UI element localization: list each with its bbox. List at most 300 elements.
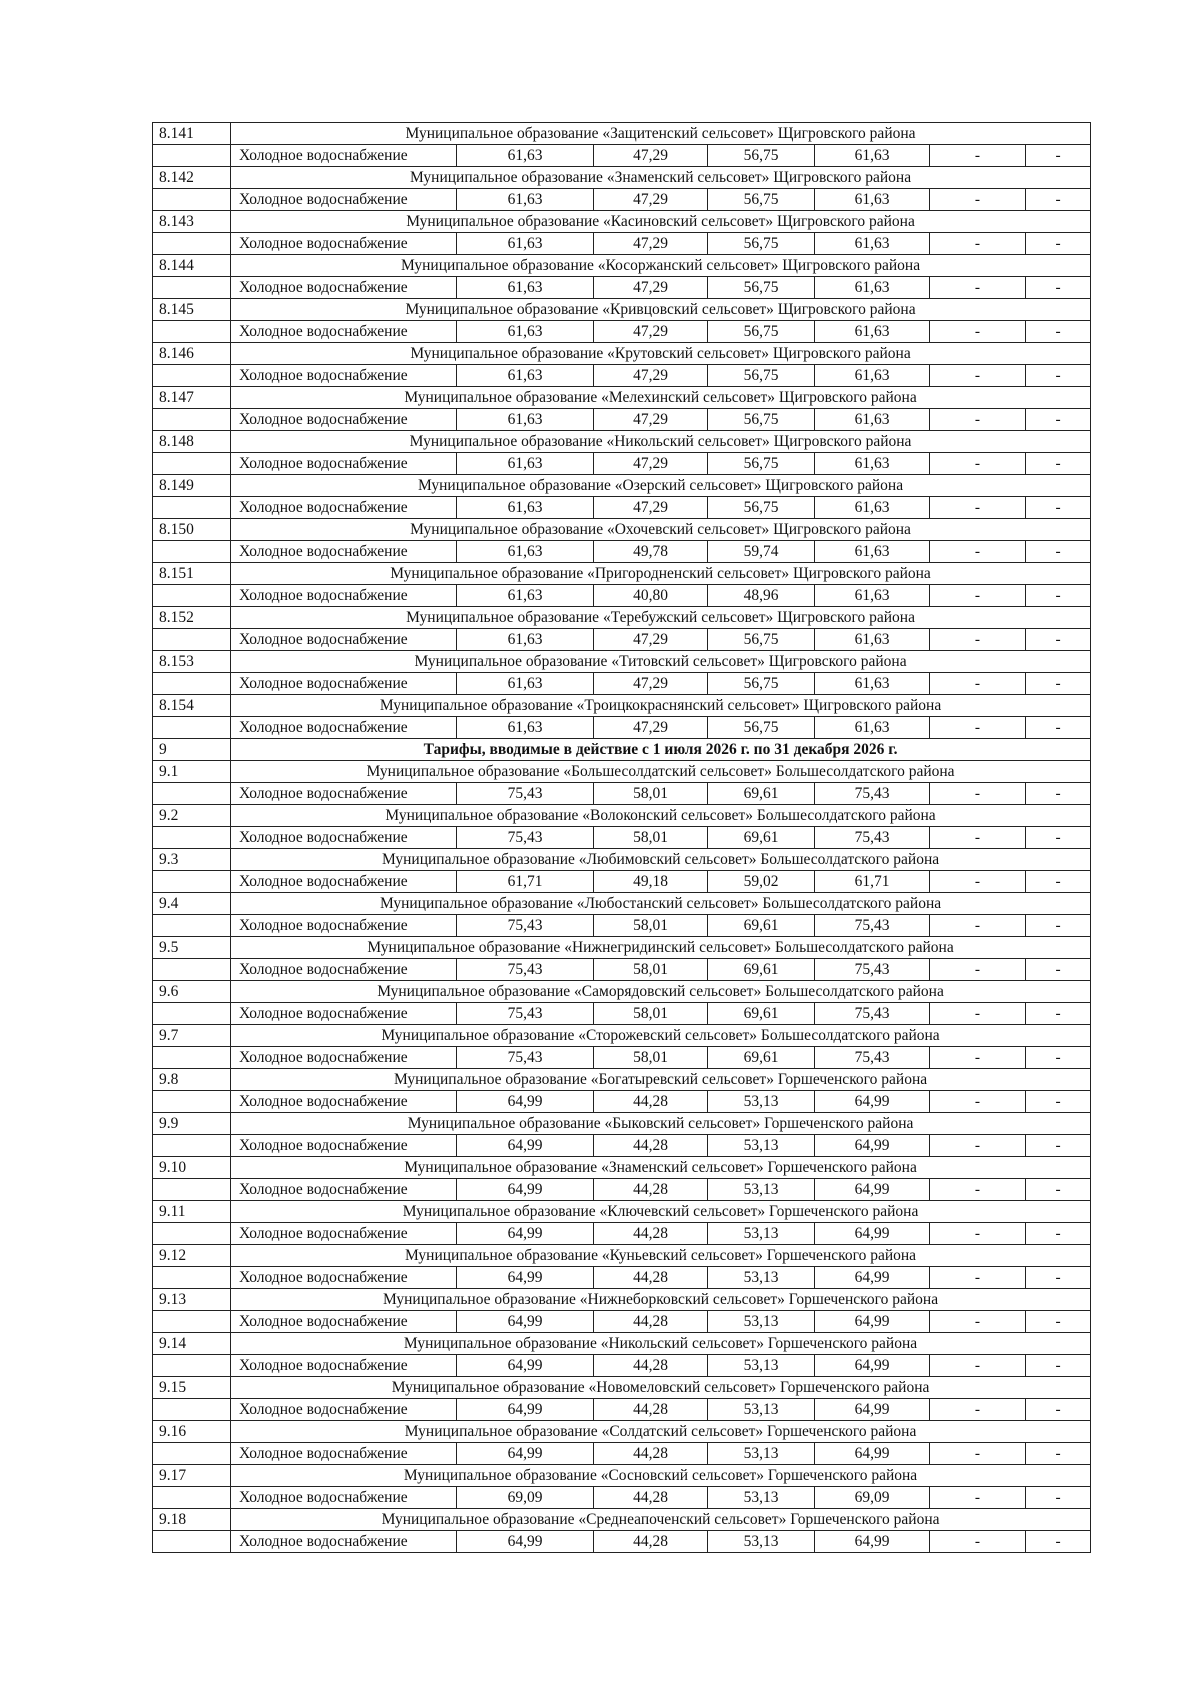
- municipality-title: Муниципальное образование «Косоржанский сельсовет» Щигровского района: [231, 255, 1091, 277]
- tariff-row: [153, 1311, 1091, 1333]
- tariff-row: [153, 1443, 1091, 1465]
- municipality-title: Муниципальное образование «Никольский сельсовет» Щигровского района: [231, 431, 1091, 453]
- row-number-cell: [153, 1399, 231, 1421]
- row-number: 9.14: [153, 1333, 231, 1355]
- service-name: Холодное водоснабжение: [231, 1355, 457, 1377]
- municipality-row: [153, 1509, 1091, 1531]
- tariff-value-5: -: [930, 1267, 1026, 1289]
- service-name: Холодное водоснабжение: [231, 1443, 457, 1465]
- tariff-value-4: 61,63: [815, 365, 930, 387]
- row-number-cell: [153, 915, 231, 937]
- row-number: 8.150: [153, 519, 231, 541]
- row-number-cell: [153, 1267, 231, 1289]
- service-name: Холодное водоснабжение: [231, 321, 457, 343]
- row-number: 8.141: [153, 123, 231, 145]
- row-number: 9.16: [153, 1421, 231, 1443]
- municipality-row: [153, 1245, 1091, 1267]
- tariff-value-4: 75,43: [815, 827, 930, 849]
- tariff-value-4: 64,99: [815, 1091, 930, 1113]
- tariff-value-5: -: [930, 1135, 1026, 1157]
- service-name: Холодное водоснабжение: [231, 365, 457, 387]
- tariff-value-5: -: [930, 1355, 1026, 1377]
- tariff-row: [153, 585, 1091, 607]
- tariff-value-3: 53,13: [708, 1135, 815, 1157]
- tariff-value-5: -: [930, 1179, 1026, 1201]
- row-number-cell: [153, 1003, 231, 1025]
- tariff-value-2: 49,18: [594, 871, 708, 893]
- row-number: 9.18: [153, 1509, 231, 1531]
- tariff-value-4: 61,63: [815, 541, 930, 563]
- tariff-value-2: 44,28: [594, 1267, 708, 1289]
- row-number: 9.11: [153, 1201, 231, 1223]
- tariff-value-4: 64,99: [815, 1531, 930, 1553]
- service-name: Холодное водоснабжение: [231, 1531, 457, 1553]
- municipality-row: [153, 431, 1091, 453]
- tariff-value-3: 56,75: [708, 629, 815, 651]
- tariff-row: [153, 959, 1091, 981]
- service-name: Холодное водоснабжение: [231, 585, 457, 607]
- row-number-cell: [153, 673, 231, 695]
- tariff-value-6: -: [1026, 1223, 1091, 1245]
- tariff-value-6: -: [1026, 585, 1091, 607]
- row-number: 9.17: [153, 1465, 231, 1487]
- tariff-value-6: -: [1026, 871, 1091, 893]
- tariff-table: [152, 122, 1091, 1553]
- municipality-row: [153, 651, 1091, 673]
- tariff-row: [153, 1487, 1091, 1509]
- tariff-value-4: 61,63: [815, 189, 930, 211]
- service-name: Холодное водоснабжение: [231, 277, 457, 299]
- municipality-title: Муниципальное образование «Теребужский сельсовет» Щигровского района: [231, 607, 1091, 629]
- tariff-row: [153, 629, 1091, 651]
- tariff-value-3: 53,13: [708, 1179, 815, 1201]
- row-number: 9.6: [153, 981, 231, 1003]
- tariff-row: [153, 365, 1091, 387]
- tariff-value-3: 56,75: [708, 717, 815, 739]
- tariff-value-1: 61,71: [457, 871, 594, 893]
- tariff-value-4: 61,63: [815, 145, 930, 167]
- row-number: 8.154: [153, 695, 231, 717]
- tariff-value-6: -: [1026, 629, 1091, 651]
- row-number: 9.10: [153, 1157, 231, 1179]
- municipality-title: Муниципальное образование «Мелехинский сельсовет» Щигровского района: [231, 387, 1091, 409]
- tariff-value-5: -: [930, 541, 1026, 563]
- tariff-value-6: -: [1026, 783, 1091, 805]
- tariff-value-6: -: [1026, 453, 1091, 475]
- municipality-row: [153, 1377, 1091, 1399]
- municipality-title: Муниципальное образование «Никольский сельсовет» Горшеченского района: [231, 1333, 1091, 1355]
- row-number-cell: [153, 1487, 231, 1509]
- tariff-value-1: 75,43: [457, 1003, 594, 1025]
- tariff-value-5: -: [930, 783, 1026, 805]
- tariff-value-2: 58,01: [594, 959, 708, 981]
- tariff-value-1: 64,99: [457, 1179, 594, 1201]
- tariff-value-6: -: [1026, 1311, 1091, 1333]
- municipality-title: Муниципальное образование «Солдатский сельсовет» Горшеченского района: [231, 1421, 1091, 1443]
- municipality-row: [153, 1069, 1091, 1091]
- row-number-cell: [153, 541, 231, 563]
- tariff-value-1: 61,63: [457, 409, 594, 431]
- row-number-cell: [153, 233, 231, 255]
- municipality-title: Муниципальное образование «Среднеапоченский сельсовет» Горшеченского района: [231, 1509, 1091, 1531]
- row-number-cell: [153, 1047, 231, 1069]
- tariff-value-6: -: [1026, 1047, 1091, 1069]
- municipality-title: Муниципальное образование «Богатыревский сельсовет» Горшеченского района: [231, 1069, 1091, 1091]
- service-name: Холодное водоснабжение: [231, 959, 457, 981]
- municipality-row: [153, 299, 1091, 321]
- tariff-value-2: 58,01: [594, 827, 708, 849]
- municipality-row: [153, 1465, 1091, 1487]
- row-number: 9.3: [153, 849, 231, 871]
- municipality-title: Муниципальное образование «Любостанский сельсовет» Большесолдатского района: [231, 893, 1091, 915]
- tariff-value-1: 64,99: [457, 1355, 594, 1377]
- tariff-row: [153, 277, 1091, 299]
- tariff-value-4: 75,43: [815, 1047, 930, 1069]
- tariff-value-1: 61,63: [457, 717, 594, 739]
- tariff-value-2: 47,29: [594, 189, 708, 211]
- tariff-row: [153, 871, 1091, 893]
- municipality-title: Муниципальное образование «Ключевский сельсовет» Горшеченского района: [231, 1201, 1091, 1223]
- municipality-title: Муниципальное образование «Сосновский сельсовет» Горшеченского района: [231, 1465, 1091, 1487]
- municipality-row: [153, 849, 1091, 871]
- tariff-value-6: -: [1026, 409, 1091, 431]
- tariff-value-3: 56,75: [708, 673, 815, 695]
- tariff-value-2: 44,28: [594, 1355, 708, 1377]
- municipality-title: Муниципальное образование «Крутовский сельсовет» Щигровского района: [231, 343, 1091, 365]
- tariff-value-4: 61,63: [815, 717, 930, 739]
- row-number-cell: [153, 585, 231, 607]
- tariff-value-2: 44,28: [594, 1531, 708, 1553]
- tariff-value-2: 58,01: [594, 783, 708, 805]
- tariff-value-4: 64,99: [815, 1179, 930, 1201]
- tariff-value-1: 64,99: [457, 1223, 594, 1245]
- tariff-value-5: -: [930, 277, 1026, 299]
- service-name: Холодное водоснабжение: [231, 1223, 457, 1245]
- tariff-value-6: -: [1026, 915, 1091, 937]
- tariff-row: [153, 233, 1091, 255]
- row-number: 9.5: [153, 937, 231, 959]
- tariff-value-5: -: [930, 1311, 1026, 1333]
- tariff-value-6: -: [1026, 497, 1091, 519]
- service-name: Холодное водоснабжение: [231, 717, 457, 739]
- tariff-value-4: 61,63: [815, 673, 930, 695]
- service-name: Холодное водоснабжение: [231, 1135, 457, 1157]
- service-name: Холодное водоснабжение: [231, 629, 457, 651]
- service-name: Холодное водоснабжение: [231, 871, 457, 893]
- municipality-row: [153, 1025, 1091, 1047]
- tariff-value-6: -: [1026, 233, 1091, 255]
- municipality-title: Муниципальное образование «Троицкокраснянский сельсовет» Щигровского района: [231, 695, 1091, 717]
- municipality-row: [153, 893, 1091, 915]
- row-number: 9.1: [153, 761, 231, 783]
- row-number-cell: [153, 1223, 231, 1245]
- tariff-row: [153, 409, 1091, 431]
- tariff-value-1: 61,63: [457, 365, 594, 387]
- tariff-value-2: 44,28: [594, 1311, 708, 1333]
- tariff-value-6: -: [1026, 189, 1091, 211]
- municipality-row: [153, 805, 1091, 827]
- row-number-cell: [153, 1443, 231, 1465]
- tariff-value-1: 61,63: [457, 585, 594, 607]
- tariff-value-4: 61,63: [815, 453, 930, 475]
- tariff-value-4: 75,43: [815, 1003, 930, 1025]
- municipality-title: Муниципальное образование «Большесолдатский сельсовет» Большесолдатского района: [231, 761, 1091, 783]
- tariff-value-5: -: [930, 1399, 1026, 1421]
- tariff-value-1: 75,43: [457, 915, 594, 937]
- municipality-title: Муниципальное образование «Волоконский сельсовет» Большесолдатского района: [231, 805, 1091, 827]
- tariff-value-2: 47,29: [594, 365, 708, 387]
- tariff-value-1: 61,63: [457, 541, 594, 563]
- tariff-value-4: 75,43: [815, 783, 930, 805]
- tariff-value-4: 61,63: [815, 585, 930, 607]
- tariff-value-5: -: [930, 585, 1026, 607]
- tariff-value-5: -: [930, 871, 1026, 893]
- tariff-value-1: 61,63: [457, 673, 594, 695]
- tariff-value-4: 64,99: [815, 1223, 930, 1245]
- tariff-value-1: 75,43: [457, 783, 594, 805]
- municipality-title: Муниципальное образование «Охочевский сельсовет» Щигровского района: [231, 519, 1091, 541]
- tariff-value-3: 69,61: [708, 915, 815, 937]
- row-number: 9.15: [153, 1377, 231, 1399]
- tariff-value-6: -: [1026, 1267, 1091, 1289]
- tariff-value-3: 69,61: [708, 827, 815, 849]
- tariff-value-6: -: [1026, 1399, 1091, 1421]
- tariff-value-2: 47,29: [594, 673, 708, 695]
- tariff-value-2: 44,28: [594, 1091, 708, 1113]
- row-number: 9.9: [153, 1113, 231, 1135]
- municipality-row: [153, 343, 1091, 365]
- service-name: Холодное водоснабжение: [231, 827, 457, 849]
- row-number: 8.142: [153, 167, 231, 189]
- tariff-value-1: 61,63: [457, 233, 594, 255]
- tariff-value-5: -: [930, 233, 1026, 255]
- service-name: Холодное водоснабжение: [231, 409, 457, 431]
- service-name: Холодное водоснабжение: [231, 1267, 457, 1289]
- tariff-row: [153, 1179, 1091, 1201]
- tariff-value-6: -: [1026, 1531, 1091, 1553]
- municipality-row: [153, 475, 1091, 497]
- tariff-value-4: 64,99: [815, 1355, 930, 1377]
- tariff-value-5: -: [930, 827, 1026, 849]
- tariff-value-6: -: [1026, 365, 1091, 387]
- tariff-value-1: 61,63: [457, 497, 594, 519]
- tariff-value-3: 56,75: [708, 321, 815, 343]
- service-name: Холодное водоснабжение: [231, 1091, 457, 1113]
- tariff-row: [153, 145, 1091, 167]
- tariff-value-5: -: [930, 321, 1026, 343]
- tariff-value-2: 47,29: [594, 497, 708, 519]
- tariff-value-3: 69,61: [708, 1003, 815, 1025]
- row-number-cell: [153, 1355, 231, 1377]
- tariff-row: [153, 1399, 1091, 1421]
- tariff-value-3: 56,75: [708, 453, 815, 475]
- tariff-value-1: 64,99: [457, 1311, 594, 1333]
- tariff-value-6: -: [1026, 1179, 1091, 1201]
- tariff-value-6: -: [1026, 1443, 1091, 1465]
- tariff-value-1: 61,63: [457, 321, 594, 343]
- tariff-row: [153, 1531, 1091, 1553]
- municipality-row: [153, 607, 1091, 629]
- tariff-value-6: -: [1026, 1003, 1091, 1025]
- tariff-value-2: 44,28: [594, 1135, 708, 1157]
- tariff-value-1: 61,63: [457, 145, 594, 167]
- tariff-value-2: 47,29: [594, 277, 708, 299]
- row-number-cell: [153, 453, 231, 475]
- tariff-value-2: 47,29: [594, 409, 708, 431]
- section-header-row: [153, 739, 1091, 761]
- tariff-value-5: -: [930, 629, 1026, 651]
- tariff-value-1: 61,63: [457, 453, 594, 475]
- row-number: 9.8: [153, 1069, 231, 1091]
- tariff-row: [153, 827, 1091, 849]
- row-number: 9.2: [153, 805, 231, 827]
- tariff-row: [153, 673, 1091, 695]
- tariff-value-2: 47,29: [594, 145, 708, 167]
- tariff-value-1: 75,43: [457, 959, 594, 981]
- tariff-value-5: -: [930, 365, 1026, 387]
- tariff-value-3: 56,75: [708, 189, 815, 211]
- tariff-value-4: 64,99: [815, 1443, 930, 1465]
- municipality-row: [153, 563, 1091, 585]
- tariff-value-2: 47,29: [594, 321, 708, 343]
- tariff-value-6: -: [1026, 1487, 1091, 1509]
- municipality-title: Муниципальное образование «Знаменский сельсовет» Щигровского района: [231, 167, 1091, 189]
- tariff-value-1: 75,43: [457, 1047, 594, 1069]
- tariff-row: [153, 1047, 1091, 1069]
- municipality-title: Муниципальное образование «Озерский сельсовет» Щигровского района: [231, 475, 1091, 497]
- service-name: Холодное водоснабжение: [231, 915, 457, 937]
- municipality-row: [153, 761, 1091, 783]
- tariff-value-4: 61,71: [815, 871, 930, 893]
- tariff-value-2: 47,29: [594, 717, 708, 739]
- tariff-value-1: 64,99: [457, 1135, 594, 1157]
- tariff-value-6: -: [1026, 673, 1091, 695]
- tariff-value-2: 44,28: [594, 1223, 708, 1245]
- row-number-cell: [153, 497, 231, 519]
- tariff-value-5: -: [930, 145, 1026, 167]
- row-number-cell: [153, 321, 231, 343]
- tariff-value-4: 61,63: [815, 233, 930, 255]
- row-number-cell: [153, 365, 231, 387]
- tariff-value-4: 64,99: [815, 1135, 930, 1157]
- tariff-value-3: 69,61: [708, 959, 815, 981]
- tariff-row: [153, 497, 1091, 519]
- tariff-value-1: 64,99: [457, 1091, 594, 1113]
- tariff-value-6: -: [1026, 321, 1091, 343]
- tariff-value-5: -: [930, 1487, 1026, 1509]
- tariff-value-2: 47,29: [594, 233, 708, 255]
- tariff-value-6: -: [1026, 959, 1091, 981]
- tariff-value-6: -: [1026, 277, 1091, 299]
- row-number-cell: [153, 1091, 231, 1113]
- tariff-row: [153, 1091, 1091, 1113]
- tariff-value-3: 53,13: [708, 1267, 815, 1289]
- row-number: 8.149: [153, 475, 231, 497]
- tariff-value-5: -: [930, 1047, 1026, 1069]
- tariff-value-1: 64,99: [457, 1531, 594, 1553]
- tariff-value-1: 69,09: [457, 1487, 594, 1509]
- tariff-value-5: -: [930, 959, 1026, 981]
- row-number: 8.152: [153, 607, 231, 629]
- tariff-value-3: 53,13: [708, 1443, 815, 1465]
- municipality-row: [153, 937, 1091, 959]
- tariff-value-3: 69,61: [708, 1047, 815, 1069]
- municipality-row: [153, 1157, 1091, 1179]
- tariff-value-3: 59,02: [708, 871, 815, 893]
- tariff-value-6: -: [1026, 1355, 1091, 1377]
- municipality-title: Муниципальное образование «Нижнеборковский сельсовет» Горшеченского района: [231, 1289, 1091, 1311]
- tariff-value-5: -: [930, 915, 1026, 937]
- tariff-row: [153, 321, 1091, 343]
- municipality-title: Муниципальное образование «Саморядовский сельсовет» Большесолдатского района: [231, 981, 1091, 1003]
- tariff-value-3: 56,75: [708, 409, 815, 431]
- tariff-row: [153, 717, 1091, 739]
- tariff-value-4: 61,63: [815, 629, 930, 651]
- municipality-row: [153, 1421, 1091, 1443]
- tariff-value-1: 61,63: [457, 277, 594, 299]
- tariff-value-3: 69,61: [708, 783, 815, 805]
- row-number: 9.13: [153, 1289, 231, 1311]
- tariff-value-4: 69,09: [815, 1487, 930, 1509]
- municipality-title: Муниципальное образование «Пригородненский сельсовет» Щигровского района: [231, 563, 1091, 585]
- row-number-cell: [153, 1311, 231, 1333]
- tariff-value-1: 64,99: [457, 1267, 594, 1289]
- row-number: 8.145: [153, 299, 231, 321]
- tariff-row: [153, 1223, 1091, 1245]
- municipality-title: Муниципальное образование «Защитенский сельсовет» Щигровского района: [231, 123, 1091, 145]
- tariff-value-4: 61,63: [815, 497, 930, 519]
- tariff-value-3: 56,75: [708, 497, 815, 519]
- tariff-value-4: 64,99: [815, 1267, 930, 1289]
- municipality-title: Муниципальное образование «Куньевский сельсовет» Горшеченского района: [231, 1245, 1091, 1267]
- tariff-value-2: 47,29: [594, 453, 708, 475]
- municipality-row: [153, 387, 1091, 409]
- tariff-value-3: 53,13: [708, 1531, 815, 1553]
- tariff-value-2: 44,28: [594, 1399, 708, 1421]
- tariff-value-3: 48,96: [708, 585, 815, 607]
- tariff-value-2: 44,28: [594, 1487, 708, 1509]
- tariff-value-2: 40,80: [594, 585, 708, 607]
- tariff-value-1: 64,99: [457, 1399, 594, 1421]
- tariff-row: [153, 1267, 1091, 1289]
- row-number-cell: [153, 1531, 231, 1553]
- tariff-value-5: -: [930, 189, 1026, 211]
- row-number-cell: [153, 717, 231, 739]
- tariff-value-3: 56,75: [708, 145, 815, 167]
- tariff-value-2: 58,01: [594, 1003, 708, 1025]
- municipality-row: [153, 255, 1091, 277]
- row-number-cell: [153, 409, 231, 431]
- tariff-value-3: 56,75: [708, 233, 815, 255]
- tariff-row: [153, 915, 1091, 937]
- section-title: Тарифы, вводимые в действие с 1 июля 2026 г. по 31 декабря 2026 г.: [231, 739, 1091, 761]
- row-number: 8.144: [153, 255, 231, 277]
- municipality-row: [153, 167, 1091, 189]
- tariff-value-4: 61,63: [815, 321, 930, 343]
- service-name: Холодное водоснабжение: [231, 1311, 457, 1333]
- tariff-table-body: [153, 123, 1091, 1553]
- tariff-value-3: 53,13: [708, 1487, 815, 1509]
- row-number-cell: [153, 1179, 231, 1201]
- row-number-cell: [153, 1135, 231, 1157]
- tariff-row: [153, 189, 1091, 211]
- row-number: 8.153: [153, 651, 231, 673]
- service-name: Холодное водоснабжение: [231, 497, 457, 519]
- service-name: Холодное водоснабжение: [231, 1179, 457, 1201]
- tariff-value-6: -: [1026, 145, 1091, 167]
- municipality-row: [153, 1289, 1091, 1311]
- row-number: 9.7: [153, 1025, 231, 1047]
